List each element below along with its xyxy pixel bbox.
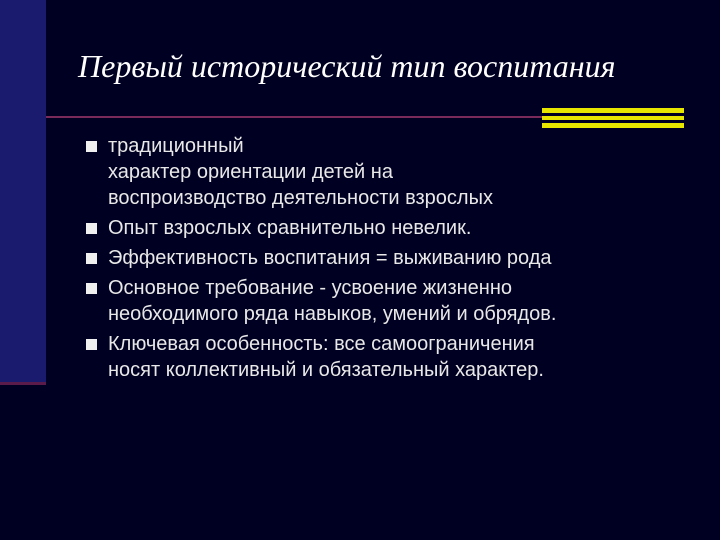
bullet-item-2: [86, 215, 686, 241]
bullet-line: необходимого ряда навыков, умений и обрядов.: [108, 303, 557, 325]
bullet-line: Основное требование - усвоение жизненно: [108, 277, 513, 299]
bullet-line: характер ориентации детей на: [108, 161, 393, 183]
title-divider: [46, 116, 542, 118]
bullet-list: [86, 133, 686, 387]
square-bullet-icon: [86, 283, 97, 294]
bullet-line: Опыт взрослых сравнительно невелик.: [108, 217, 472, 239]
square-bullet-icon: [86, 141, 97, 152]
accent-stripe-1: [542, 108, 684, 113]
bullet-item-5: [86, 331, 686, 383]
left-decor-bar: [0, 0, 46, 384]
slide-title: Первый исторический тип воспитания: [78, 48, 616, 84]
square-bullet-icon: [86, 339, 97, 350]
bullet-line: традиционный: [108, 135, 244, 157]
square-bullet-icon: [86, 223, 97, 234]
accent-stripes: [542, 108, 684, 128]
accent-stripe-2: [542, 116, 684, 120]
bullet-item-3: [86, 245, 686, 271]
square-bullet-icon: [86, 253, 97, 264]
bullet-line: воспроизводство деятельности взрослых: [108, 187, 493, 209]
bullet-item-4: [86, 275, 686, 327]
left-decor-underline: [0, 382, 46, 385]
accent-stripe-3: [542, 123, 684, 128]
bullet-line: Эффективность воспитания = выживанию рода: [108, 247, 552, 269]
bullet-line: Ключевая особенность: все самоограничения: [108, 333, 535, 355]
bullet-line: носят коллективный и обязательный характер.: [108, 359, 544, 381]
bullet-item-1: [86, 133, 686, 211]
